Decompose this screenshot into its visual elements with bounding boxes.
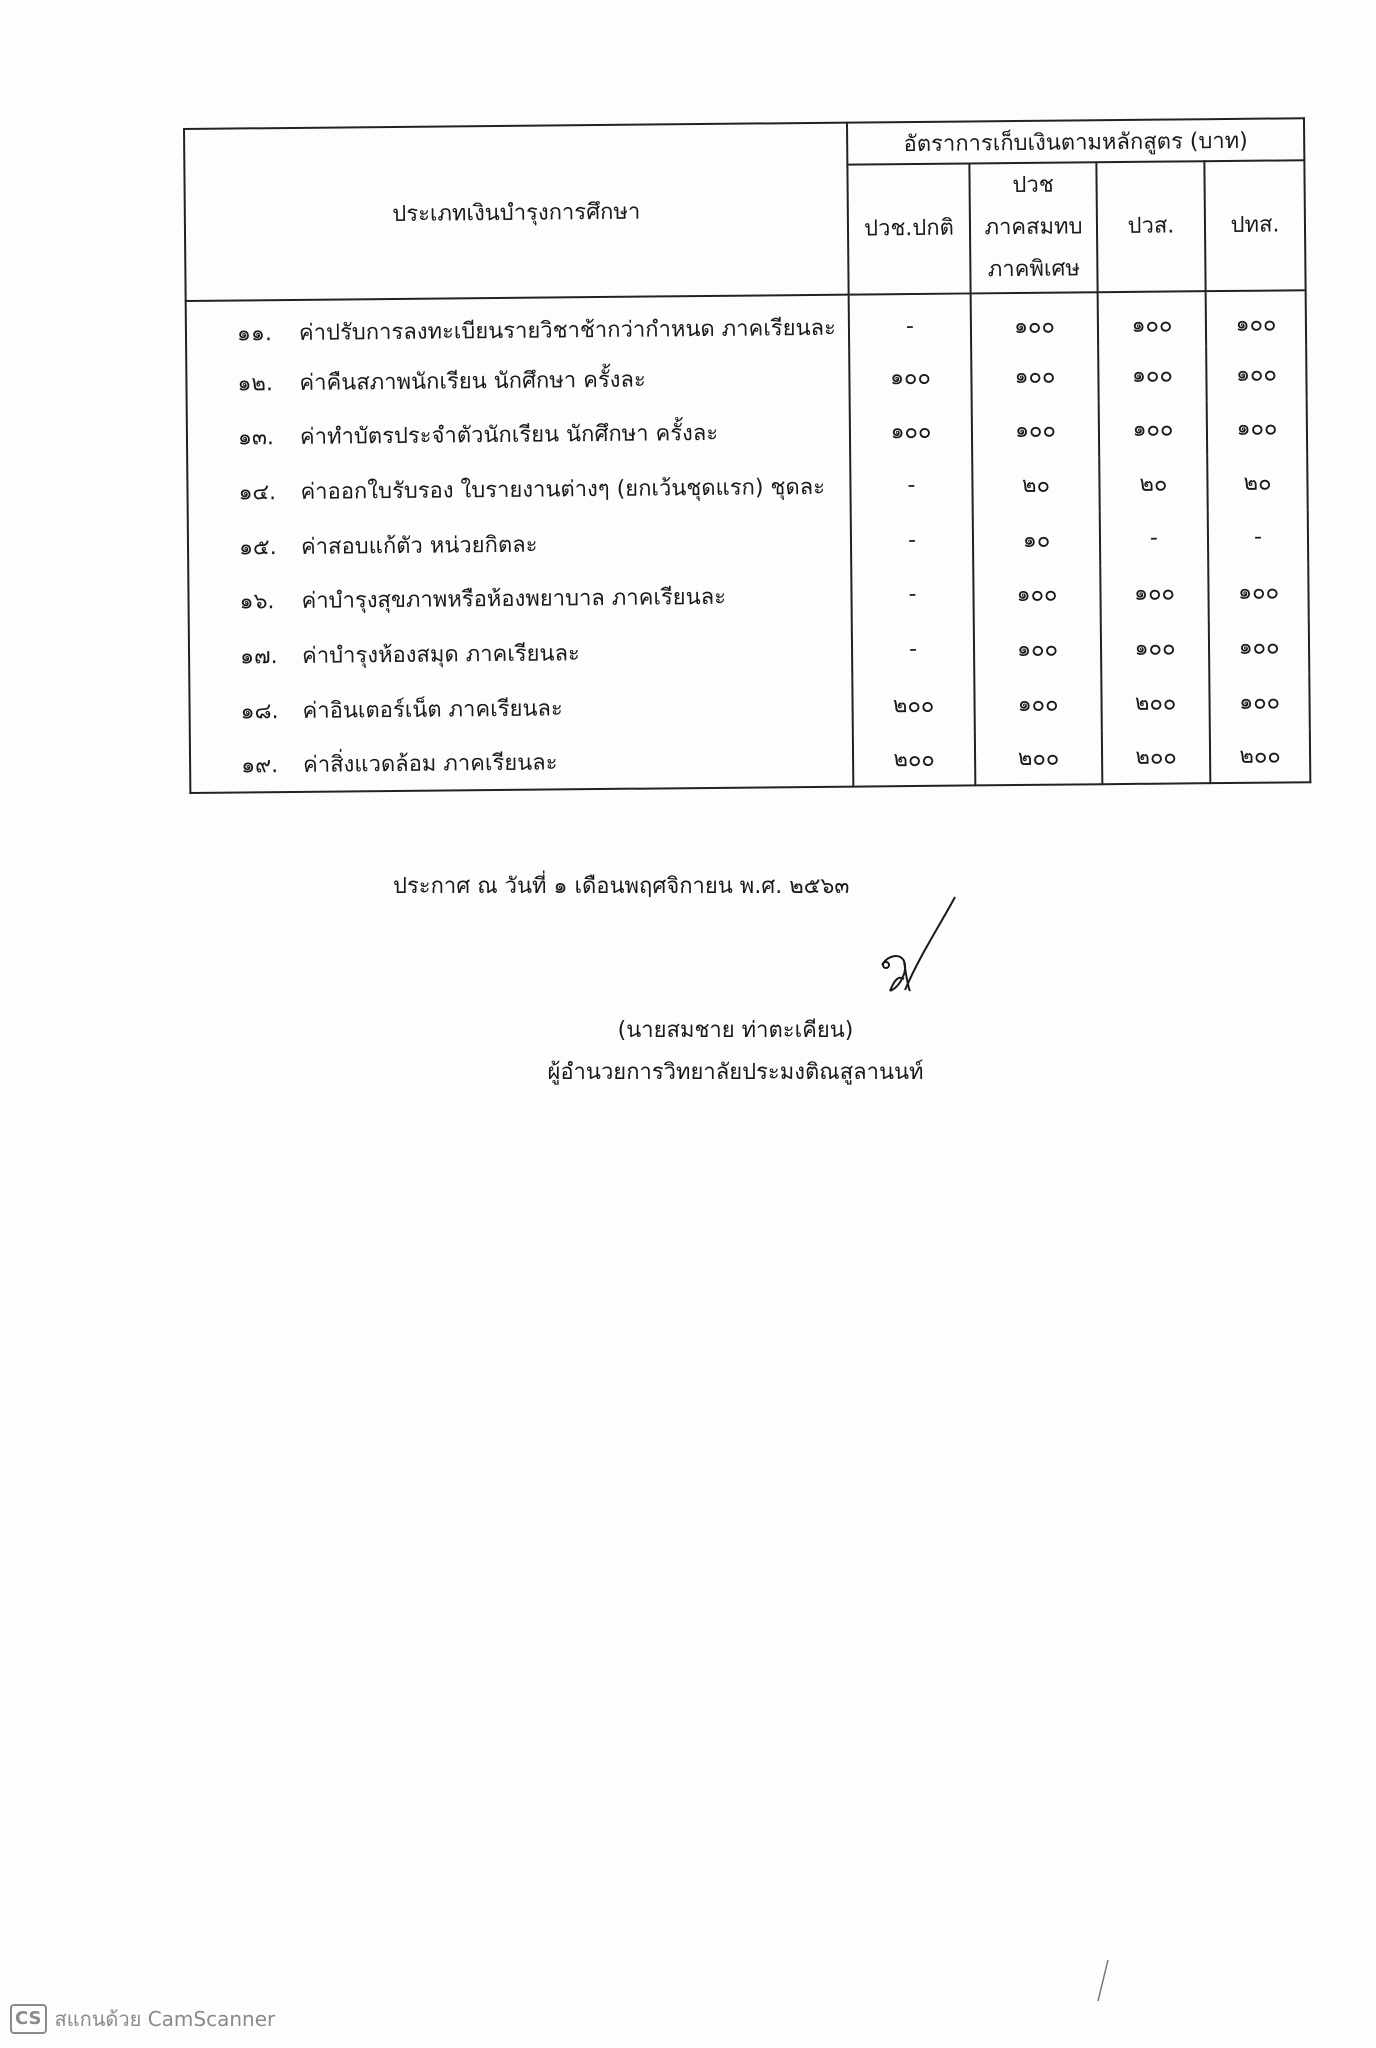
signer-title: ผู้อำนวยการวิทยาลัยประมงติณสูลานนท์ [547, 1060, 924, 1085]
fee-item [187, 459, 850, 520]
fee-item [190, 732, 853, 793]
fee-item [188, 513, 851, 574]
announcement-date: ประกาศ ณ วันที่ ๑ เดือนพฤศจิกายน พ.ศ. ๒๕๖๓ [393, 874, 850, 899]
fee-item [188, 568, 851, 629]
fee-item-number: ๑๖. [239, 589, 275, 615]
header-col-regular [847, 163, 970, 294]
fee-value-cell: - [852, 622, 975, 678]
fee-value-cell: ๑๐๐ [1098, 291, 1207, 347]
fee-value-cell: ๑๐๐ [1207, 400, 1308, 456]
fee-value-cell: - [850, 458, 973, 514]
fee-value-cell: ๑๐๐ [974, 620, 1102, 676]
fee-value-cell: ๒๐ [1207, 454, 1308, 510]
fee-value-cell: ๒๐๐ [1210, 728, 1311, 784]
fee-item [187, 404, 850, 465]
table-row [190, 728, 1311, 793]
fee-value-cell: ๑๐๐ [971, 347, 1099, 403]
fee-table [183, 117, 1311, 794]
signature [860, 895, 960, 1015]
fee-value-cell: ๒๐๐ [975, 730, 1103, 786]
header-col-special-label: ปวช ภาคสมทบ ภาคพิเศษ [984, 172, 1083, 283]
fee-value-cell: ๑๐๐ [1101, 619, 1210, 675]
fee-item-label: ค่าสิ่งแวดล้อม ภาคเรียนละ [303, 750, 558, 778]
fee-item-label: ค่าบำรุงสุขภาพหรือห้องพยาบาล ภาคเรียนละ [301, 585, 727, 615]
fee-value-cell: ๑๐๐ [971, 292, 1099, 348]
fee-value-cell: ๒๐ [972, 456, 1100, 512]
fee-value-cell: ๒๐ [1099, 455, 1208, 511]
camscanner-logo-icon: CS [10, 2004, 47, 2034]
fee-item-label: ค่าทำบัตรประจำตัวนักเรียน นักศึกษา ครั้งละ [299, 421, 719, 451]
fee-value-cell: ๑๐๐ [1208, 564, 1309, 620]
header-category: ประเภทเงินบำรุงการศึกษา [184, 123, 849, 301]
fee-item-label: ค่าสอบแก้ตัว หน่วยกิตละ [300, 532, 538, 560]
fee-value-cell: ๑๐๐ [1206, 290, 1307, 346]
fee-item-number: ๑๙. [241, 752, 279, 779]
header-col-diploma [1096, 161, 1205, 292]
fee-item-number: ๑๑. [236, 321, 273, 347]
fee-value-cell: ๑๐๐ [850, 403, 973, 459]
header-col-regular-label: ปวช.ปกติ [863, 215, 955, 242]
signer-name: (นายสมชาย ท่าตะเคียน) [617, 1018, 854, 1043]
fee-item-number: ๑๕. [238, 534, 277, 561]
header-col-diploma-label: ปวส. [1127, 213, 1175, 239]
fee-item-number: ๑๒. [237, 370, 274, 397]
fee-value-cell: ๑๐๐ [849, 348, 972, 404]
fee-value-cell: ๑๐๐ [1099, 401, 1208, 457]
fee-value-cell: ๒๐๐ [1102, 729, 1211, 785]
fee-item [189, 677, 852, 738]
fee-item-label: ค่าอินเตอร์เน็ต ภาคเรียนละ [302, 696, 563, 724]
fee-item-label: ค่าปรับการลงทะเบียนรายวิชาช้ากว่ากำหนด ภาคเรียนละ [298, 316, 836, 347]
fee-value-cell: ๒๐๐ [853, 731, 976, 787]
fee-item [189, 623, 852, 684]
header-col-tech-ed [1204, 160, 1305, 291]
fee-value-cell: ๑๐๐ [1209, 673, 1310, 729]
fee-value-cell: ๑๐๐ [1206, 345, 1307, 401]
fee-value-cell: - [851, 512, 974, 568]
fee-value-cell: - [1208, 509, 1309, 565]
fee-item-label: ค่าคืนสภาพนักเรียน นักศึกษา ครั้งละ [299, 367, 646, 396]
fee-item-number: ๑๘. [240, 698, 279, 725]
camscanner-text: สแกนด้วย CamScanner [54, 2007, 276, 2031]
fee-value-cell: ๑๐๐ [974, 675, 1102, 731]
fee-item-label: ค่าบำรุงห้องสมุด ภาคเรียนละ [301, 641, 580, 669]
fee-item [186, 349, 849, 410]
fee-item-number: ๑๔. [238, 480, 277, 506]
fee-item-number: ๑๗. [239, 644, 278, 670]
stray-pen-mark [1093, 1958, 1113, 2003]
fee-value-cell: - [851, 567, 974, 623]
fee-value-cell: ๑๐๐ [973, 566, 1101, 622]
fee-value-cell: ๒๐๐ [1101, 674, 1210, 730]
fee-value-cell: - [849, 293, 972, 349]
camscanner-watermark [10, 2003, 275, 2035]
fee-item-label: ค่าออกใบรับรอง ใบรายงานต่างๆ (ยกเว้นชุดแรก) ชุดละ [300, 474, 826, 505]
fee-item [186, 295, 849, 356]
fee-value-cell: - [1100, 510, 1209, 566]
fee-value-cell: ๑๐๐ [1209, 618, 1310, 674]
fee-value-cell: ๑๐๐ [1098, 346, 1207, 402]
header-col-special [969, 162, 1097, 293]
fee-table-body [186, 290, 1311, 793]
fee-value-cell: ๑๐๐ [972, 402, 1100, 458]
fee-value-cell: ๒๐๐ [852, 676, 975, 732]
header-rates-group: อัตราการเก็บเงินตามหลักสูตร (บาท) [847, 118, 1304, 164]
fee-item-number: ๑๓. [237, 425, 275, 451]
header-col-tech-ed-label: ปทส. [1230, 212, 1280, 238]
fee-value-cell: ๑๐๐ [1100, 565, 1209, 621]
fee-value-cell: ๑๐ [973, 511, 1101, 567]
